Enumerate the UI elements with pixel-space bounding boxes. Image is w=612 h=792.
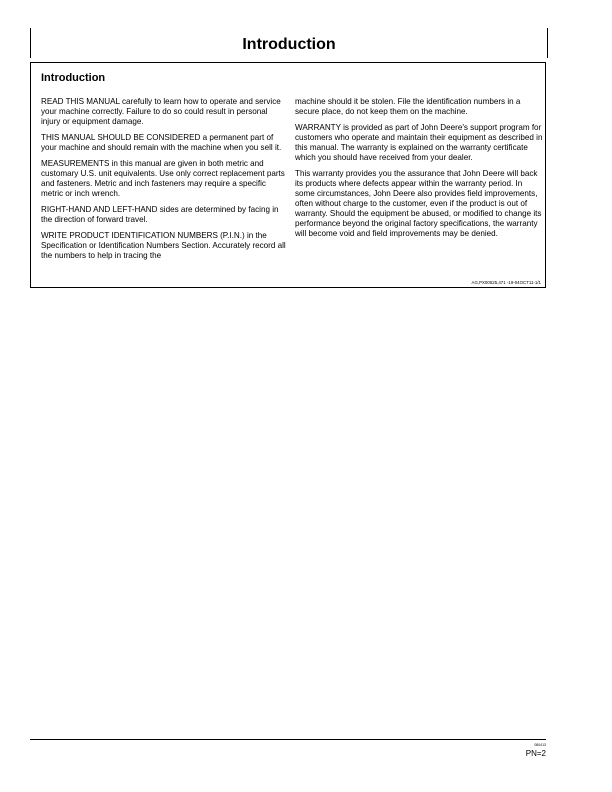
paragraph-pin-continued: machine should it be stolen. File the identification numbers in a secure place, do not keep them on the machine.: [295, 97, 521, 116]
paragraph-warranty: WARRANTY is provided as part of John Deere's support program for customers who operate and maintain their equipment as described in this manual. The warranty is explained on the warranty certificate which you should have received from your dealer.: [295, 123, 543, 162]
paragraph-right-left-hand: RIGHT-HAND AND LEFT-HAND sides are determined by facing in the direction of forward travel.: [41, 205, 279, 224]
page-header: [30, 28, 548, 58]
paragraph-pin: WRITE PRODUCT IDENTIFICATION NUMBERS (P.I.N.) in the Specification or Identification Numbers Section. Accurately record all the numbers to help in tracing the: [41, 231, 286, 260]
paragraph-permanent-part: THIS MANUAL SHOULD BE CONSIDERED a permanent part of your machine and should remain with the machine when you sell it.: [41, 133, 282, 152]
footer-divider: [30, 739, 546, 740]
introduction-section: [30, 62, 546, 288]
right-column: [295, 97, 543, 245]
footer-code: 080413: [534, 743, 546, 747]
page-number: PN=2: [525, 749, 546, 758]
paragraph-warranty-assurance: This warranty provides you the assurance that John Deere will back its products where defects appear within the warranty period. In some circumstances, John Deere also provides field improvements, often without charge to the customer, even if the product is out of warranty. Should the equipment be abused, or modified to change its performance beyond the original factory specifications, the warranty will become void and field improvements may be denied.: [295, 169, 542, 238]
section-heading: Introduction: [41, 72, 106, 84]
document-reference: AG,PX00525,471 -19-04OCT11-1/1: [471, 280, 541, 285]
paragraph-measurements: MEASUREMENTS in this manual are given in both metric and customary U.S. unit equivalents. Use only correct replacement parts and fasteners. Metric and inch fasteners may require a specific metric or inch wrench.: [41, 159, 285, 198]
page-title: Introduction: [242, 36, 336, 53]
paragraph-read-manual: READ THIS MANUAL carefully to learn how to operate and service your machine correctly. Failure to do so could result in personal injury or equipment damage.: [41, 97, 281, 126]
left-column: [41, 97, 289, 267]
